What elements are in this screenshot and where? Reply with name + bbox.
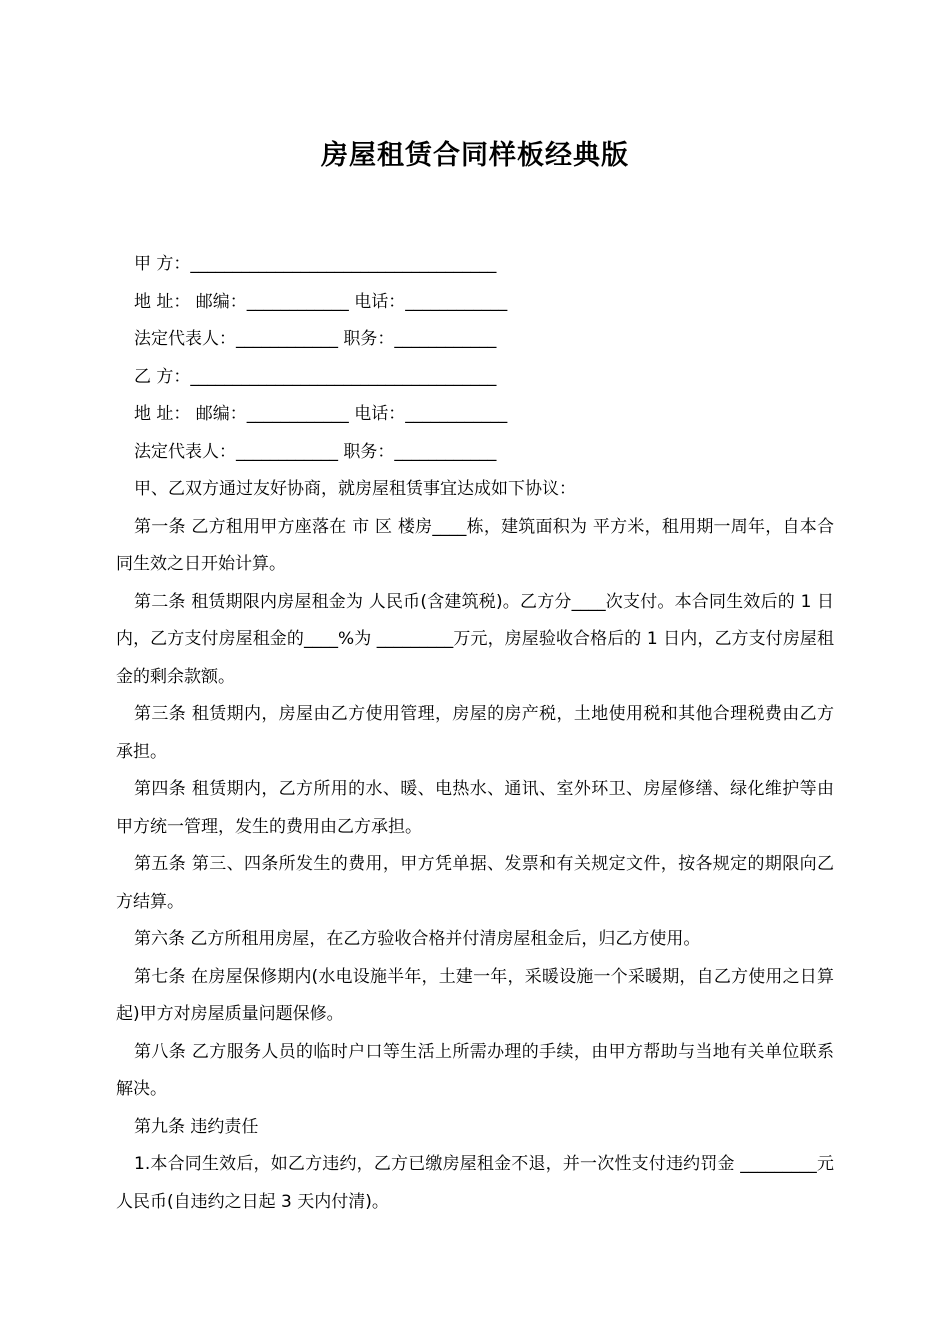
article-3: 第三条 租赁期内，房屋由乙方使用管理，房屋的房产税，土地使用税和其他合理税费由乙方承担。: [116, 704, 834, 762]
article-7: 第七条 在房屋保修期内(水电设施半年，土建一年，采暖设施一个采暖期，自乙方使用之日算起)甲方对房屋质量问题保修。: [116, 966, 834, 1024]
article-2: 第二条 租赁期限内房屋租金为 人民币(含建筑税)。乙方分____次支付。本合同生效后的 1 日内，乙方支付房屋租金的____%为 _________万元，房屋验收合格后的 1 日内，乙方支付房屋租金的剩余款额。: [116, 591, 834, 687]
intro-paragraph: 甲、乙双方通过友好协商，就房屋租赁事宜达成如下协议：: [134, 479, 576, 499]
article-9-clause-1: 1.本合同生效后，如乙方违约，乙方已缴房屋租金不退，并一次性支付违约罚金 _________元人民币(自违约之日起 3 天内付清)。: [116, 1154, 834, 1212]
party-a-representative-line: 法定代表人：____________ 职务：____________: [134, 329, 497, 349]
party-b-representative-line: 法定代表人：____________ 职务：____________: [134, 441, 497, 462]
article-1: 第一条 乙方租用甲方座落在 市 区 楼房____栋，建筑面积为 平方米，租用期一周年，自本合同生效之日开始计算。: [116, 516, 834, 574]
article-6: 第六条 乙方所租用房屋，在乙方验收合格并付清房屋租金后，归乙方使用。: [134, 929, 701, 949]
document-body: [116, 246, 834, 1221]
article-5: 第五条 第三、四条所发生的费用，甲方凭单据、发票和有关规定文件，按各规定的期限向乙方结算。: [116, 854, 834, 912]
party-a-address-line: 地 址： 邮编：____________ 电话：____________: [134, 291, 508, 312]
party-b-line: 乙 方：____________________________________: [134, 366, 497, 387]
article-9-heading: 第九条 违约责任: [134, 1116, 259, 1137]
article-4: 第四条 租赁期内，乙方所用的水、暖、电热水、通讯、室外环卫、房屋修缮、绿化维护等由甲方统一管理，发生的费用由乙方承担。: [116, 779, 834, 837]
article-8: 第八条 乙方服务人员的临时户口等生活上所需办理的手续，由甲方帮助与当地有关单位联系解决。: [116, 1041, 834, 1099]
document-title: 房屋租赁合同样板经典版: [321, 140, 629, 171]
party-b-address-line: 地 址： 邮编：____________ 电话：____________: [134, 404, 508, 424]
party-a-line: 甲 方：____________________________________: [134, 254, 497, 274]
